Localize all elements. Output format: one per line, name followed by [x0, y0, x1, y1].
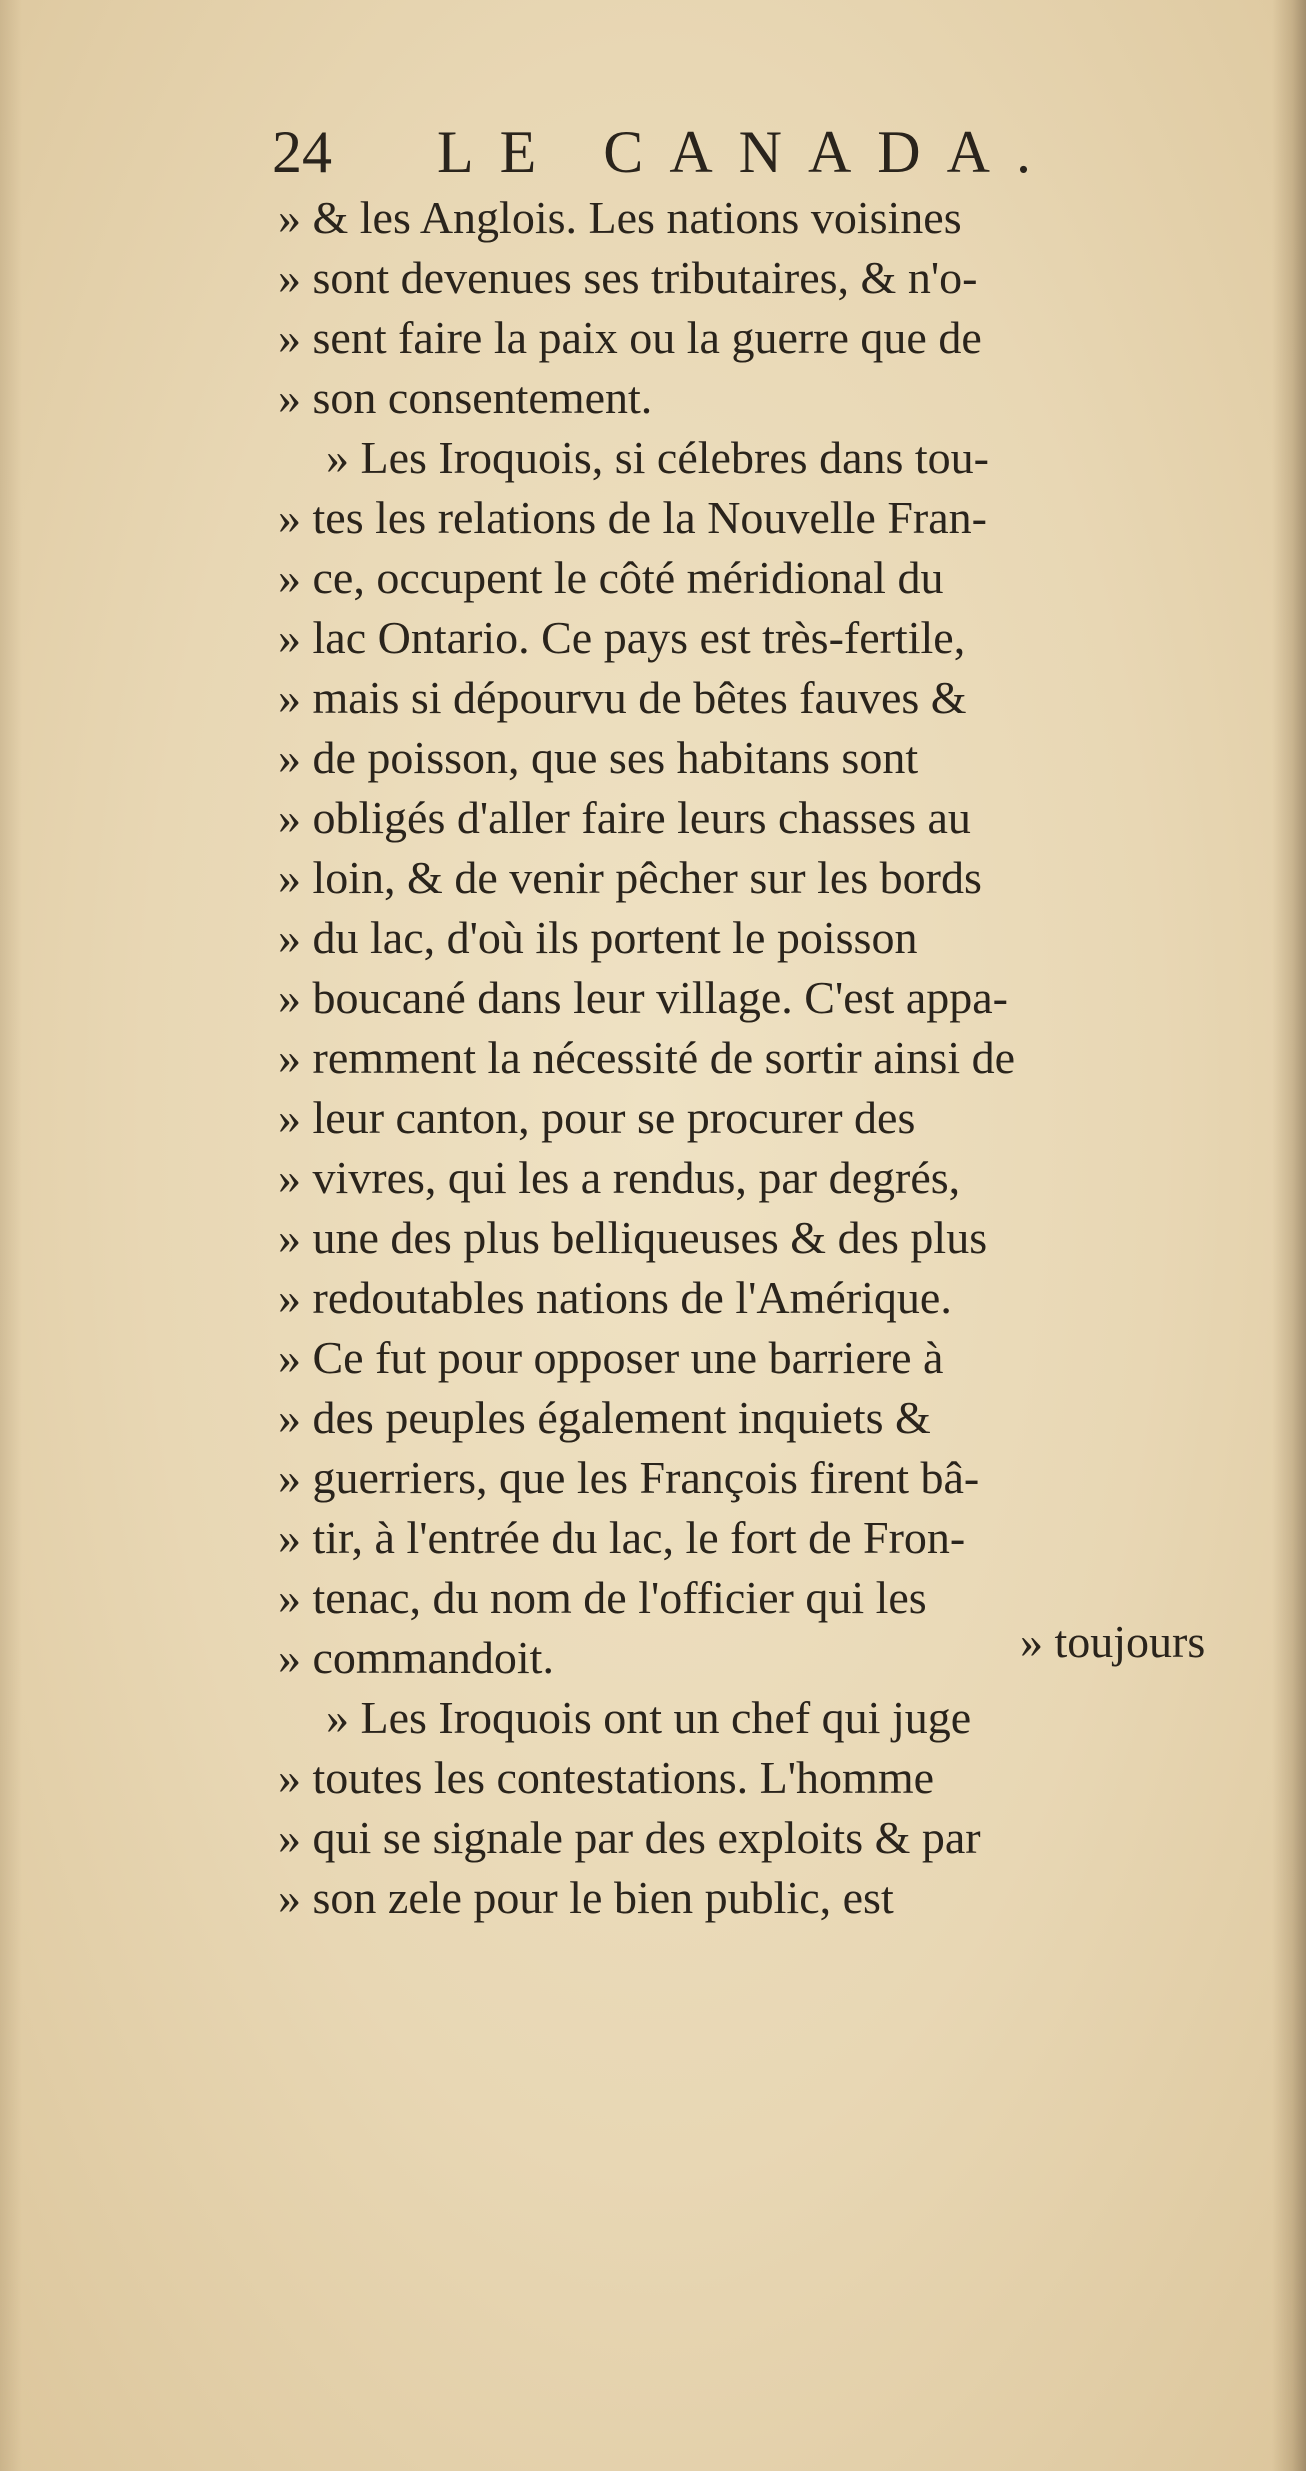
text-line: » son consentement. [278, 372, 653, 423]
text-line: » vivres, qui les a rendus, par degrés, [278, 1152, 961, 1203]
text-line: » Ce fut pour opposer une barriere à [278, 1332, 944, 1383]
text-line: » tenac, du nom de l'officier qui les [278, 1572, 927, 1623]
text-line: » obligés d'aller faire leurs chasses au [278, 792, 971, 843]
page-number: 24 [272, 119, 332, 185]
text-line: » son zele pour le bien public, est [278, 1872, 894, 1923]
text-line: » Les Iroquois ont un chef qui juge [326, 1692, 972, 1743]
catchword: » toujours [1020, 1616, 1206, 1667]
text-line: » boucané dans leur village. C'est appa- [278, 972, 1008, 1023]
text-line: » remment la nécessité de sortir ainsi de [278, 1032, 1016, 1083]
text-line: » sont devenues ses tributaires, & n'o- [278, 252, 978, 303]
text-line: » du lac, d'où ils portent le poisson [278, 912, 918, 963]
text-line: » tir, à l'entrée du lac, le fort de Fron- [278, 1512, 966, 1563]
text-line: » guerriers, que les François firent bâ- [278, 1452, 980, 1503]
text-line: » toutes les contestations. L'homme [278, 1752, 935, 1803]
text-line: » des peuples également inquiets & [278, 1392, 931, 1443]
text-line: » sent faire la paix ou la guerre que de [278, 312, 982, 363]
text-line: » & les Anglois. Les nations voisines [278, 192, 962, 243]
text-line: » mais si dépourvu de bêtes fauves & [278, 672, 967, 723]
text-line: » commandoit. [278, 1632, 554, 1683]
running-title: LE CANADA. [437, 119, 1057, 185]
text-line: » de poisson, que ses habitans sont [278, 732, 919, 783]
text-line: » tes les relations de la Nouvelle Fran- [278, 492, 987, 543]
text-line: » loin, & de venir pêcher sur les bords [278, 852, 982, 903]
text-line: » ce, occupent le côté méridional du [278, 552, 944, 603]
text-line: » leur canton, pour se procurer des [278, 1092, 916, 1143]
text-line: » lac Ontario. Ce pays est très-fertile, [278, 612, 966, 663]
running-head [272, 112, 1272, 192]
text-line: » qui se signale par des exploits & par [278, 1812, 981, 1863]
page-left-shadow [0, 0, 22, 2471]
text-line: » redoutables nations de l'Amérique. [278, 1272, 952, 1323]
text-line: » une des plus belliqueuses & des plus [278, 1212, 988, 1263]
text-line: » Les Iroquois, si célebres dans tou- [326, 432, 990, 483]
